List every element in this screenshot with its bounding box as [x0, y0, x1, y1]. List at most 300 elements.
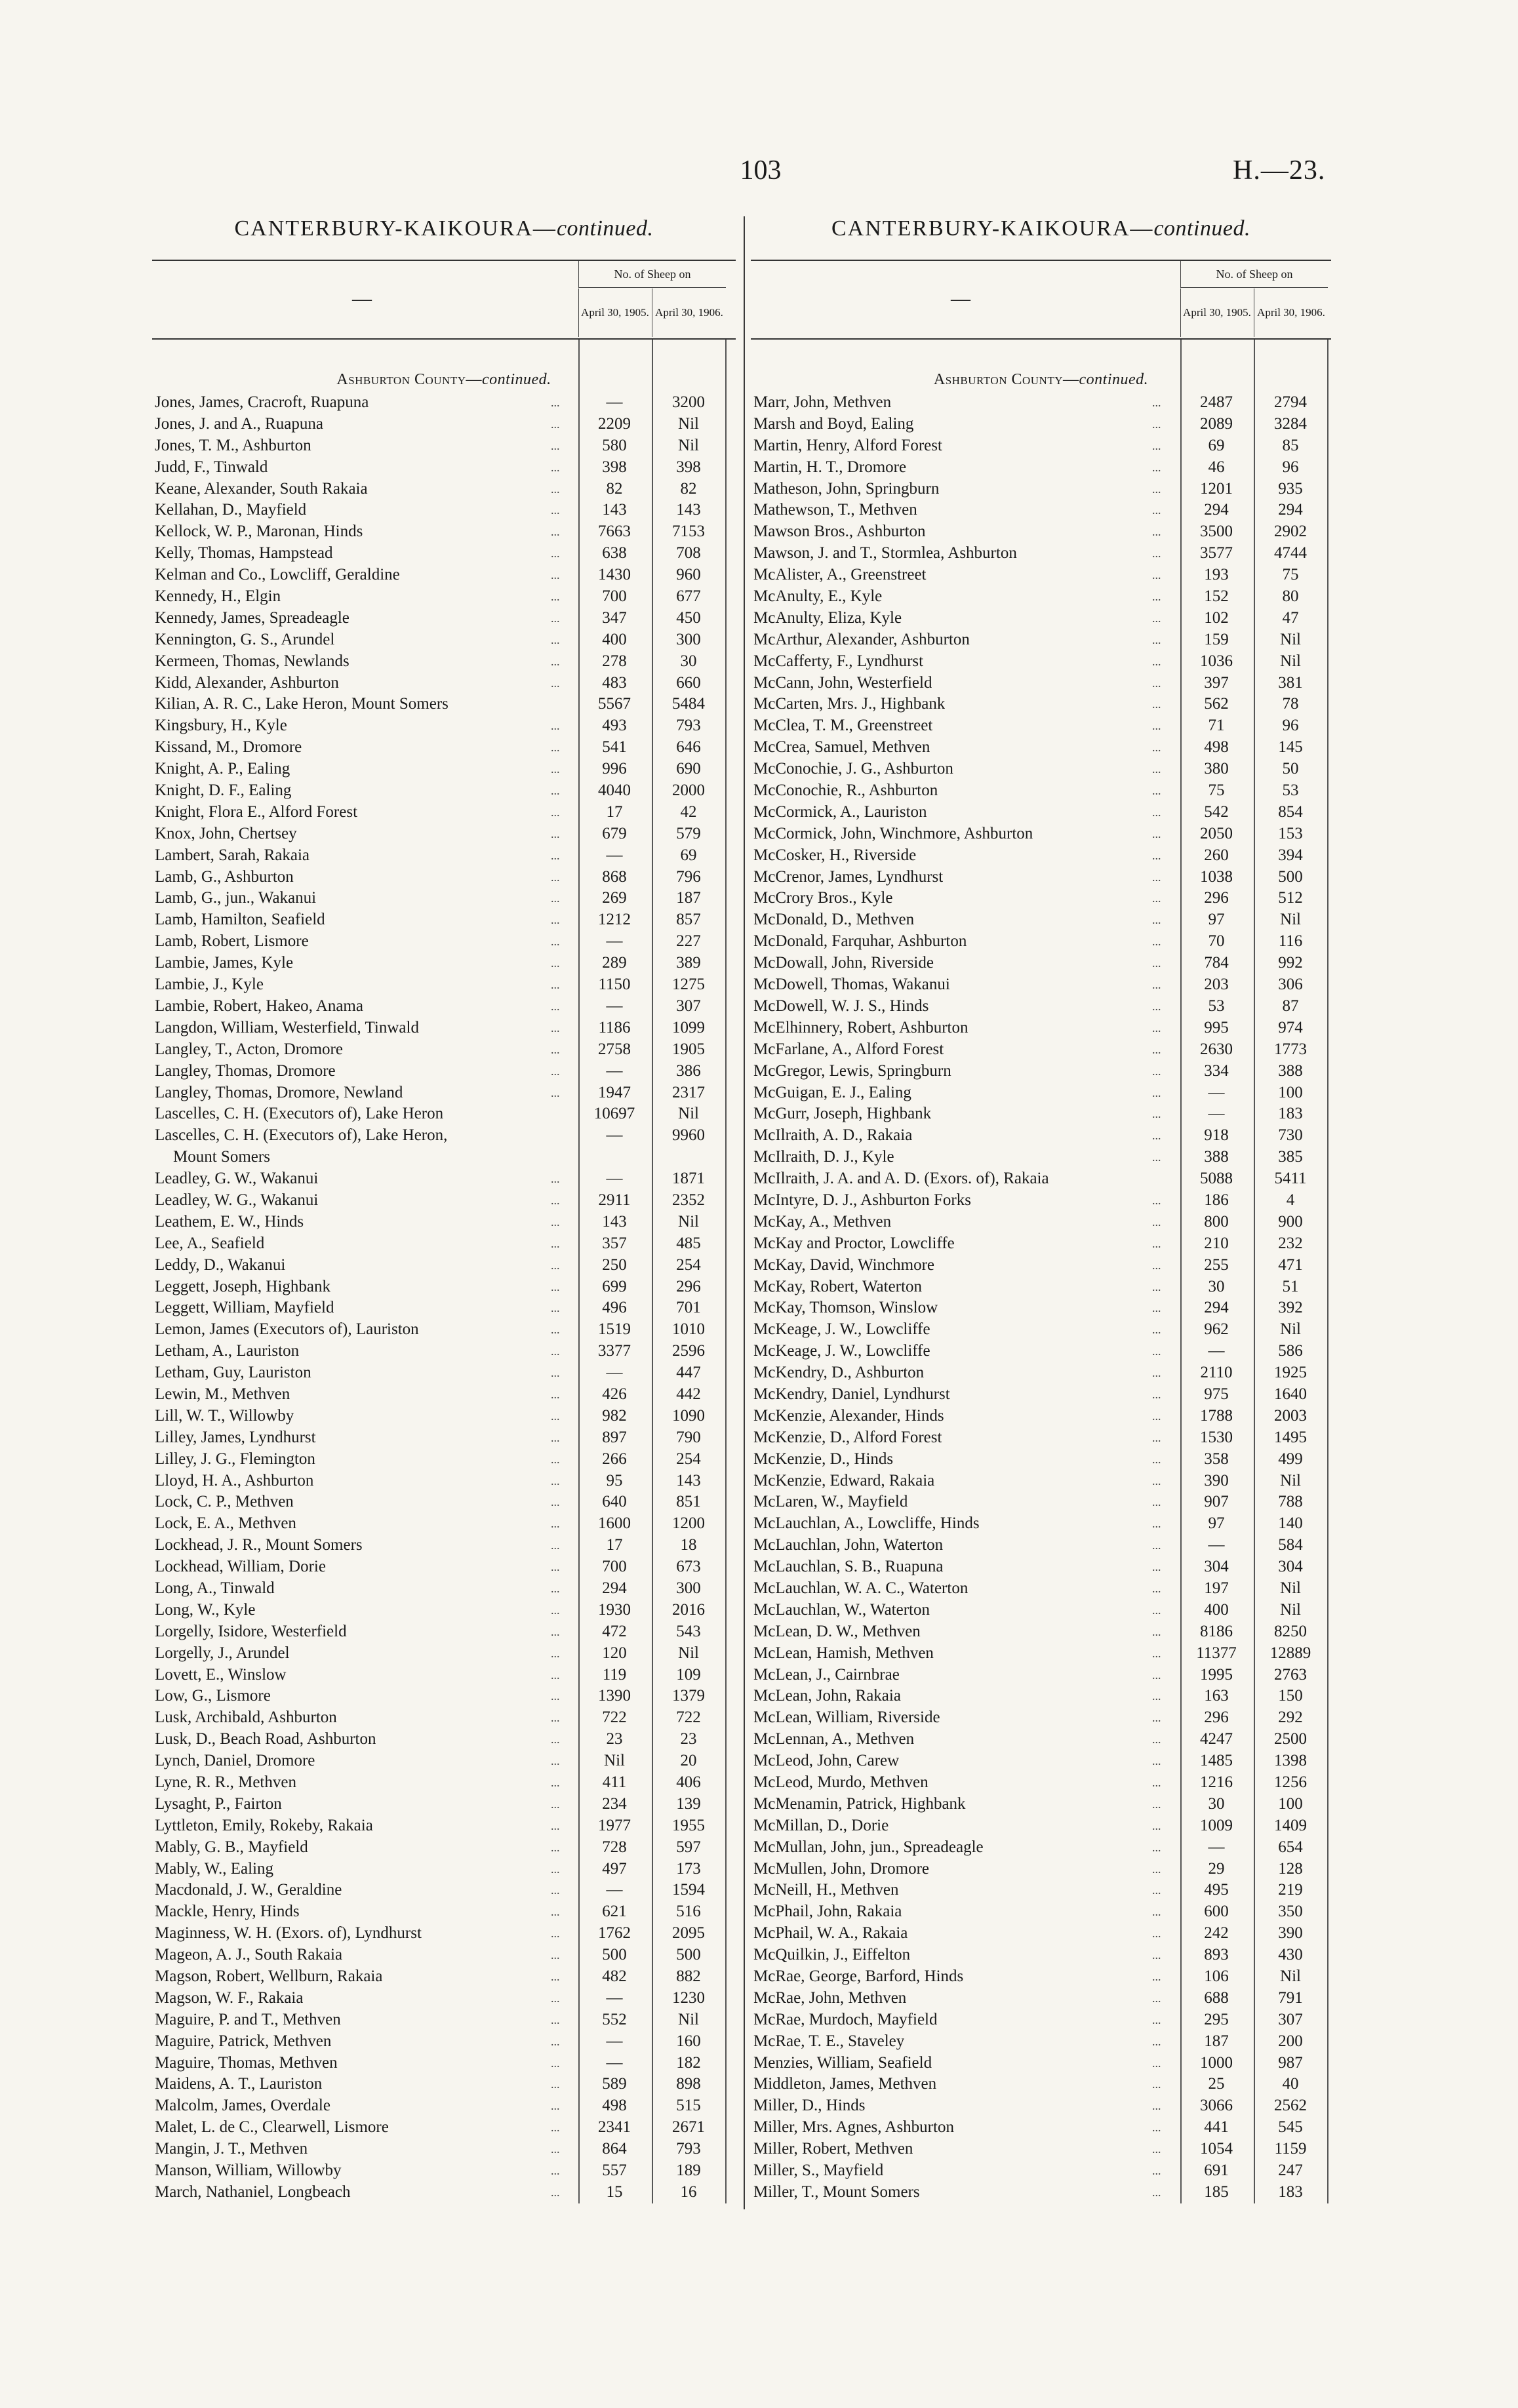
table-row	[751, 1815, 1331, 1837]
table-row	[751, 1017, 1331, 1039]
leader-dots: ...	[551, 1301, 560, 1315]
table-row	[751, 1190, 1331, 1212]
leader-dots: ...	[1152, 698, 1161, 711]
table-row	[751, 2095, 1331, 2117]
sheep-1905: 186	[1204, 1191, 1229, 1209]
leader-dots: ...	[551, 2121, 560, 2135]
table-row	[751, 1384, 1331, 1406]
owner-name: Long, W., Kyle	[155, 1600, 256, 1619]
sheep-1905: 441	[1204, 2118, 1229, 2137]
table-row	[152, 1772, 736, 1794]
leader-dots: ...	[551, 676, 560, 690]
owner-name: Magson, W. F., Rakaia	[155, 1988, 304, 2007]
owner-name: Leddy, D., Wakanui	[155, 1255, 286, 1274]
sheep-1906: 1200	[672, 1514, 705, 1533]
owner-name: McQuilkin, J., Eiffelton	[753, 1946, 911, 1964]
leader-dots: ...	[551, 1776, 560, 1789]
sheep-1906: 82	[680, 479, 697, 498]
table-row	[152, 694, 736, 715]
table-row	[152, 1880, 736, 1901]
sheep-1905: 2630	[1200, 1040, 1233, 1058]
owner-name: McMillan, D., Dorie	[753, 1816, 889, 1834]
leader-dots: ...	[551, 547, 560, 561]
sheep-1906: 2794	[1274, 393, 1307, 411]
sheep-1906: 50	[1282, 760, 1299, 778]
leader-dots: ...	[551, 396, 560, 409]
sheep-1906: 500	[676, 1946, 701, 1964]
owner-name: Lemon, James (Executors of), Lauriston	[155, 1320, 419, 1339]
header-dash: —	[951, 288, 970, 309]
table-row	[152, 1319, 736, 1341]
sheep-1905: 143	[602, 1212, 627, 1231]
sheep-1905: 120	[602, 1644, 627, 1662]
sheep-1906: 722	[676, 1708, 701, 1727]
table-row	[751, 888, 1331, 909]
owner-name: Kermeen, Thomas, Newlands	[155, 652, 350, 670]
leader-dots: ...	[1152, 1840, 1161, 1854]
table-row	[751, 1125, 1331, 1147]
sheep-1906: 304	[1278, 1558, 1303, 1576]
header-year-1905: April 30, 1905.	[578, 288, 651, 337]
sheep-1905: 296	[1204, 1708, 1229, 1727]
table-row	[751, 414, 1331, 435]
table-row	[751, 802, 1331, 823]
owner-name: Maidens, A. T., Lauriston	[155, 2075, 323, 2093]
sheep-1905: 1947	[598, 1083, 631, 1101]
owner-name: Jones, T. M., Ashburton	[155, 436, 311, 454]
sheep-1906: 543	[676, 1622, 701, 1640]
sheep-1905: 552	[602, 2010, 627, 2028]
owner-name: Leadley, G. W., Wakanui	[155, 1170, 319, 1188]
owner-name: Miller, S., Mayfield	[753, 2161, 884, 2180]
sheep-1906: 7153	[672, 523, 705, 541]
sheep-1905: 495	[1204, 1881, 1229, 1899]
owner-name: Letham, A., Lauriston	[155, 1342, 300, 1360]
table-row	[152, 2009, 736, 2031]
leader-dots: ...	[551, 482, 560, 496]
sheep-1905: 1977	[598, 1816, 631, 1834]
owner-name: McKay, Robert, Waterton	[753, 1277, 922, 1295]
owner-name: McConochie, R., Ashburton	[753, 781, 938, 800]
sheep-1905: —	[1208, 1105, 1225, 1123]
table-row	[152, 500, 736, 521]
sheep-1905: 800	[1204, 1212, 1229, 1231]
leader-dots: ...	[1152, 439, 1161, 452]
owner-name: Mangin, J. T., Methven	[155, 2140, 308, 2158]
owner-name: McDowell, W. J. S., Hinds	[753, 997, 929, 1015]
owner-name: Knight, Flora E., Alford Forest	[155, 802, 358, 821]
owner-name: Low, G., Lismore	[155, 1687, 271, 1705]
sheep-1905: 390	[1204, 1471, 1229, 1490]
column-separator	[744, 216, 745, 2209]
owner-name: Magson, Robert, Wellburn, Rakaia	[155, 1967, 383, 1986]
leader-dots: ...	[551, 1581, 560, 1595]
sheep-1905: 71	[1208, 717, 1225, 735]
table-row	[152, 1643, 736, 1665]
owner-name: Mount Somers	[173, 1148, 270, 1166]
sheep-1905: 562	[1204, 695, 1229, 713]
table-row	[751, 2160, 1331, 2182]
sheep-1905: 400	[1204, 1600, 1229, 1619]
table-row	[751, 608, 1331, 629]
sheep-1905: —	[1208, 1838, 1225, 1856]
owner-name: McLean, John, Rakaia	[753, 1687, 901, 1705]
sheep-1905: 70	[1208, 932, 1225, 951]
sheep-1905: —	[606, 997, 623, 1015]
leader-dots: ...	[1152, 1387, 1161, 1401]
sheep-1906: 2352	[672, 1191, 705, 1209]
sheep-1905: 962	[1204, 1320, 1229, 1339]
leader-dots: ...	[1152, 1970, 1161, 1984]
table-row	[152, 2074, 736, 2095]
sheep-1905: 541	[602, 738, 627, 757]
sheep-1905: 493	[602, 717, 627, 735]
section-heading: Ashburton County—continued.	[336, 371, 551, 388]
leader-dots: ...	[551, 417, 560, 431]
sheep-1906: 398	[676, 458, 701, 476]
leader-dots: ...	[551, 1517, 560, 1531]
sheep-1905: 498	[602, 2097, 627, 2115]
table-row	[751, 435, 1331, 457]
leader-dots: ...	[551, 978, 560, 992]
sheep-1905: 426	[602, 1385, 627, 1403]
sheep-1906: 2562	[1274, 2097, 1307, 2115]
table-row	[751, 1103, 1331, 1125]
sheep-1906: 2500	[1274, 1730, 1307, 1748]
sheep-1906: 307	[676, 997, 701, 1015]
sheep-1906: 1871	[672, 1170, 705, 1188]
sheep-1906: 232	[1278, 1234, 1303, 1252]
sheep-1906: 430	[1278, 1946, 1303, 1964]
sheep-1906: 254	[676, 1450, 701, 1468]
sheep-1905: 580	[602, 436, 627, 454]
sheep-1905: 289	[602, 954, 627, 972]
sheep-1905: 2110	[1200, 1364, 1233, 1382]
sheep-1906: 1275	[672, 976, 705, 994]
sheep-1905: 260	[1204, 846, 1229, 864]
owner-name: McIlraith, A. D., Rakaia	[753, 1126, 913, 1145]
owner-name: McRae, George, Barford, Hinds	[753, 1967, 964, 1986]
leader-dots: ...	[551, 2099, 560, 2113]
table-row	[751, 1600, 1331, 1621]
leader-dots: ...	[551, 1021, 560, 1035]
sheep-1905: 250	[602, 1255, 627, 1274]
table-row	[751, 543, 1331, 564]
owner-name: Martin, Henry, Alford Forest	[753, 436, 942, 454]
sheep-1906: 75	[1282, 566, 1299, 584]
sheep-1906: 182	[676, 2053, 701, 2072]
leader-dots: ...	[551, 2013, 560, 2026]
table-row	[152, 414, 736, 435]
leader-dots: ...	[1152, 654, 1161, 668]
owner-name: McDonald, D., Methven	[753, 911, 915, 929]
sheep-1905: 296	[1204, 889, 1229, 907]
sheep-1905: 255	[1204, 1255, 1229, 1274]
sheep-1906: 793	[676, 717, 701, 735]
table-row	[751, 2117, 1331, 2139]
leader-dots: ...	[551, 2142, 560, 2156]
sheep-1905: 483	[602, 673, 627, 692]
table-row	[152, 1384, 736, 1406]
leader-dots: ...	[551, 1905, 560, 1919]
table-row	[751, 1255, 1331, 1276]
leader-dots: ...	[551, 590, 560, 604]
sheep-1905: 197	[1204, 1579, 1229, 1597]
leader-dots: ...	[551, 1711, 560, 1725]
sheep-1906: Nil	[1280, 911, 1301, 929]
leader-dots: ...	[1152, 827, 1161, 840]
sheep-1905: 30	[1208, 1794, 1225, 1813]
sheep-1905: 294	[1204, 1299, 1229, 1317]
sheep-1905: 388	[1204, 1148, 1229, 1166]
owner-name: Leggett, William, Mayfield	[155, 1299, 334, 1317]
sheep-1906: 898	[676, 2075, 701, 2093]
sheep-1906: 254	[676, 1255, 701, 1274]
sheep-1906: 18	[680, 1536, 697, 1554]
owner-name: Kidd, Alexander, Ashburton	[155, 673, 339, 692]
leader-dots: ...	[551, 827, 560, 840]
sheep-1905: 1485	[1200, 1752, 1233, 1770]
leader-dots: ...	[1152, 1797, 1161, 1811]
table-row	[751, 1578, 1331, 1600]
sheep-1906: 145	[1278, 738, 1303, 757]
leader-dots: ...	[551, 1345, 560, 1358]
owner-name: Lamb, Robert, Lismore	[155, 932, 309, 951]
table-row	[751, 1427, 1331, 1449]
leader-dots: ...	[1152, 1280, 1161, 1293]
sheep-1905: 82	[606, 479, 623, 498]
table-row	[751, 521, 1331, 543]
table-row	[152, 715, 736, 737]
owner-name: Leadley, W. G., Wakanui	[155, 1191, 319, 1209]
owner-name: Marsh and Boyd, Ealing	[753, 414, 914, 433]
sheep-1906: 708	[676, 544, 701, 563]
sheep-1906: 78	[1282, 695, 1299, 713]
table-row	[751, 1362, 1331, 1384]
leader-dots: ...	[1152, 1129, 1161, 1143]
owner-name: McPhail, W. A., Rakaia	[753, 1924, 908, 1943]
leader-dots: ...	[1152, 1021, 1161, 1035]
sheep-1905: 334	[1204, 1061, 1229, 1080]
sheep-1905: 1762	[598, 1924, 631, 1943]
owner-name: Jones, J. and A., Ruapuna	[155, 414, 323, 433]
owner-name: Lambie, Robert, Hakeo, Anama	[155, 997, 363, 1015]
sheep-1906: 96	[1282, 458, 1299, 476]
sheep-1906: 987	[1278, 2053, 1303, 2072]
table-row	[751, 996, 1331, 1017]
owner-name: Judd, F., Tinwald	[155, 458, 268, 476]
sheep-1906: 579	[676, 824, 701, 842]
leader-dots: ...	[551, 654, 560, 668]
sheep-1906: 100	[1278, 1794, 1303, 1813]
owner-name: McRae, T. E., Staveley	[753, 2032, 905, 2050]
sheep-1906: 227	[676, 932, 701, 951]
owner-name: McCormick, John, Winchmore, Ashburton	[753, 824, 1033, 842]
owner-name: McLean, William, Riverside	[753, 1708, 940, 1727]
leader-dots: ...	[551, 741, 560, 755]
table-row	[751, 931, 1331, 953]
sheep-1906: 53	[1282, 781, 1299, 800]
sheep-1906: 300	[676, 630, 701, 648]
sheep-1905: 3577	[1200, 544, 1233, 563]
leader-dots: ...	[1152, 1581, 1161, 1595]
owner-name: Lyttleton, Emily, Rokeby, Rakaia	[155, 1816, 373, 1834]
owner-name: Kingsbury, H., Kyle	[155, 717, 287, 735]
owner-name: McAlister, A., Greenstreet	[753, 566, 927, 584]
leader-dots: ...	[1152, 503, 1161, 517]
leader-dots: ...	[1152, 1323, 1161, 1337]
leader-dots: ...	[1152, 2099, 1161, 2113]
table-row	[751, 1901, 1331, 1923]
owner-name: Mawson, J. and T., Stormlea, Ashburton	[753, 544, 1017, 563]
leader-dots: ...	[1152, 2142, 1161, 2156]
leader-dots: ...	[551, 1474, 560, 1488]
table-row	[751, 1923, 1331, 1944]
leader-dots: ...	[1152, 2121, 1161, 2135]
leader-dots: ...	[1152, 2056, 1161, 2070]
leader-dots: ...	[1152, 1151, 1161, 1164]
sheep-1906: 47	[1282, 608, 1299, 627]
leader-dots: ...	[551, 2185, 560, 2199]
sheep-1906: 1925	[1274, 1364, 1307, 1382]
owner-name: Lorgelly, Isidore, Westerfield	[155, 1622, 347, 1640]
leader-dots: ...	[551, 784, 560, 798]
sheep-1905: 185	[1204, 2182, 1229, 2201]
owner-name: McLean, J., Cairnbrae	[753, 1665, 900, 1684]
sheep-1905: 1519	[598, 1320, 631, 1339]
sheep-1906: 791	[1278, 1988, 1303, 2007]
sheep-1906: 16	[680, 2182, 697, 2201]
sheep-1905: —	[606, 2053, 623, 2072]
sheep-1905: 996	[602, 760, 627, 778]
table-row	[751, 1621, 1331, 1643]
sheep-1906: 857	[676, 911, 701, 929]
table-row	[152, 521, 736, 543]
table-row	[152, 867, 736, 888]
sheep-1905: 53	[1208, 997, 1225, 1015]
table-row	[751, 1880, 1331, 1901]
sheep-1905: —	[606, 1170, 623, 1188]
leader-dots: ...	[551, 870, 560, 884]
table-row	[152, 931, 736, 953]
leader-dots: ...	[551, 1948, 560, 1962]
owner-name: McPhail, John, Rakaia	[753, 1903, 902, 1921]
header-year-1906: April 30, 1906.	[1254, 288, 1328, 337]
owner-name: Martin, H. T., Dromore	[753, 458, 907, 476]
owner-name: Lewin, M., Methven	[155, 1385, 290, 1403]
sheep-1906: 100	[1278, 1083, 1303, 1101]
owner-name: McKay and Proctor, Lowcliffe	[753, 1234, 955, 1252]
owner-name: Lill, W. T., Willowby	[155, 1406, 294, 1425]
table-row	[751, 715, 1331, 737]
sheep-1905: 7663	[598, 523, 631, 541]
sheep-1905: 728	[602, 1838, 627, 1856]
table-row	[152, 1944, 736, 1966]
sheep-1906: 974	[1278, 1018, 1303, 1036]
leader-dots: ...	[551, 1668, 560, 1682]
table-row	[751, 1319, 1331, 1341]
sheep-1906: 4744	[1274, 544, 1307, 563]
sheep-1905: 907	[1204, 1493, 1229, 1511]
sheep-1906: 300	[676, 1579, 701, 1597]
sheep-1905: 1036	[1200, 652, 1233, 670]
owner-name: Maguire, Thomas, Methven	[155, 2053, 338, 2072]
leader-dots: ...	[1152, 1301, 1161, 1315]
leader-dots: ...	[1152, 1991, 1161, 2005]
owner-name: Mably, G. B., Mayfield	[155, 1838, 308, 1856]
sheep-1906: 654	[1278, 1838, 1303, 1856]
sheep-1906: 247	[1278, 2161, 1303, 2180]
table-row	[152, 1233, 736, 1255]
sheep-1906: 851	[676, 1493, 701, 1511]
sheep-1906: 23	[680, 1730, 697, 1748]
table-row	[152, 1061, 736, 1082]
sheep-1905: 2758	[598, 1040, 631, 1058]
sheep-1906: 586	[1278, 1342, 1303, 1360]
table-row	[751, 1297, 1331, 1319]
table-row	[152, 543, 736, 564]
owner-name: McMullan, John, jun., Spreadeagle	[753, 1838, 984, 1856]
sheep-1905: 1788	[1200, 1406, 1233, 1425]
table-row	[152, 2160, 736, 2182]
owner-name: Leathem, E. W., Hinds	[155, 1212, 304, 1231]
table-row	[152, 780, 736, 802]
leader-dots: ...	[1152, 1733, 1161, 1747]
owner-name: McGuigan, E. J., Ealing	[753, 1083, 911, 1101]
sheep-1906: 187	[676, 889, 701, 907]
sheep-1905: 700	[602, 1558, 627, 1576]
leader-dots: ...	[1152, 460, 1161, 474]
table-row	[152, 888, 736, 909]
sheep-1906: 406	[676, 1773, 701, 1791]
sheep-1905: 97	[1208, 911, 1225, 929]
owner-name: Keane, Alexander, South Rakaia	[155, 479, 368, 498]
leader-dots: ...	[1152, 2185, 1161, 2199]
table-row	[751, 867, 1331, 888]
sheep-1906: 1495	[1274, 1428, 1307, 1446]
sheep-1905: 193	[1204, 566, 1229, 584]
owner-name: McLauchlan, John, Waterton	[753, 1536, 944, 1554]
owner-name: Matheson, John, Springburn	[753, 479, 940, 498]
owner-name: Miller, Robert, Methven	[753, 2140, 913, 2158]
leader-dots: ...	[551, 848, 560, 862]
left-column	[152, 216, 736, 2203]
sheep-1906: 471	[1278, 1255, 1303, 1274]
owner-name: Lascelles, C. H. (Executors of), Lake Heron	[155, 1105, 444, 1123]
table-row	[751, 1686, 1331, 1707]
leader-dots: ...	[551, 1970, 560, 1984]
table-row	[152, 845, 736, 867]
leader-dots: ...	[551, 1409, 560, 1423]
sheep-1905: 400	[602, 630, 627, 648]
sheep-1905: 975	[1204, 1385, 1229, 1403]
table-row	[751, 1276, 1331, 1298]
leader-dots: ...	[1152, 1107, 1161, 1121]
owner-name: Lock, C. P., Methven	[155, 1493, 294, 1511]
sheep-1905: 11377	[1196, 1644, 1237, 1662]
sheep-1906: 882	[676, 1967, 701, 1986]
table-row	[751, 2074, 1331, 2095]
sheep-1906: 3200	[672, 393, 705, 411]
sheep-1906: 173	[676, 1859, 701, 1878]
leader-dots: ...	[551, 611, 560, 625]
sheep-1905: 411	[602, 1773, 627, 1791]
table-row	[152, 1665, 736, 1686]
sheep-1905: —	[1208, 1083, 1225, 1101]
leader-dots: ...	[1152, 1603, 1161, 1617]
sheep-1906: 660	[676, 673, 701, 692]
owner-name: Lusk, Archibald, Ashburton	[155, 1708, 337, 1727]
